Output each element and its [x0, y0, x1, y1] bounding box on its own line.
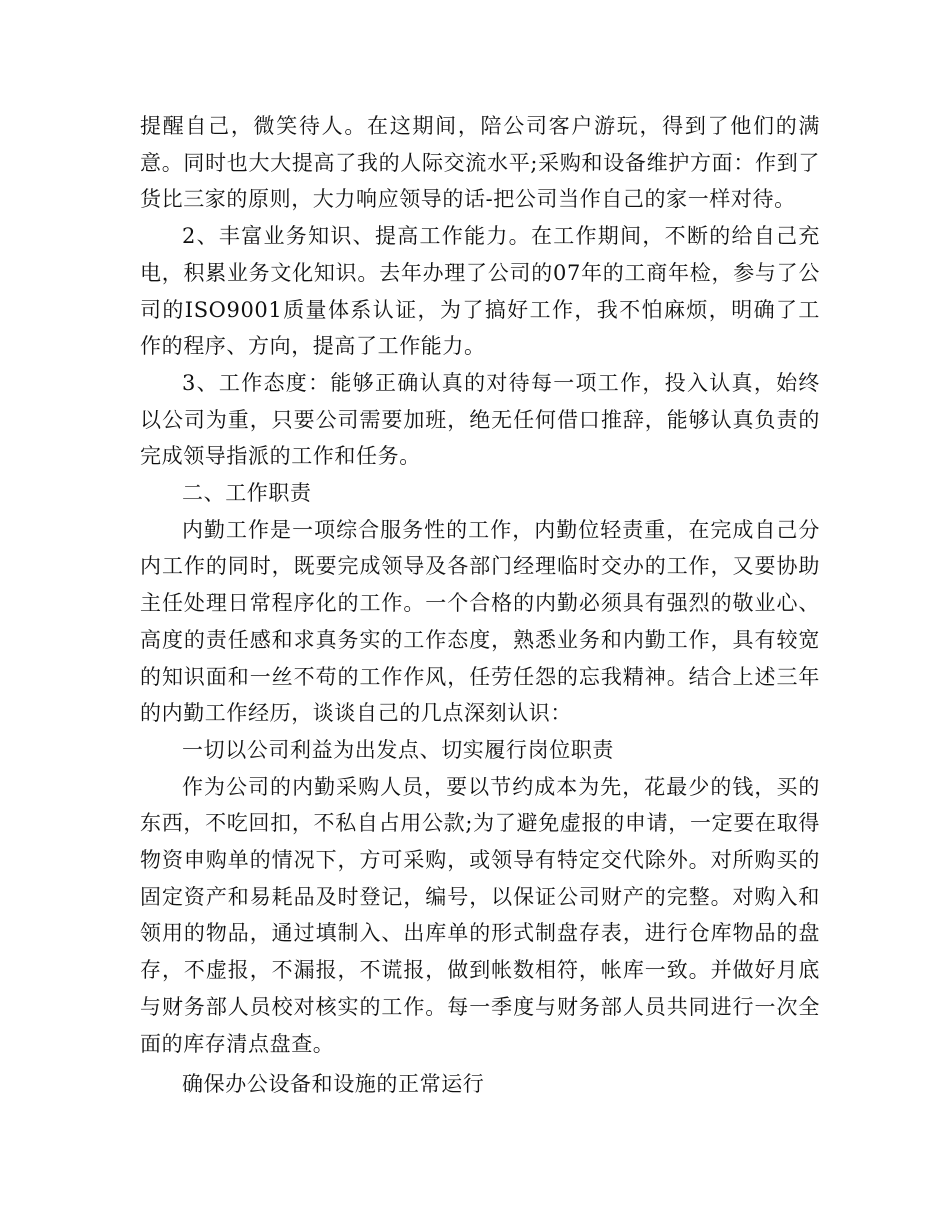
- paragraph-1: 提醒自己，微笑待人。在这期间，陪公司客户游玩，得到了他们的满意。同时也大大提高了我的人际交流水平;采购和设备维护方面：作到了货比三家的原则，大力响应领导的话-把公司当作自己的家一样对待。: [140, 114, 820, 212]
- section-heading-work-duties: 二、工作职责: [182, 481, 312, 506]
- subheading-company-interest: 一切以公司利益为出发点、切实履行岗位职责: [182, 737, 614, 762]
- paragraph-3: 3、工作态度：能够正确认真的对待每一项工作，投入认真，始终以公司为重，只要公司需要加班，绝无任何借口推辞，能够认真负责的完成领导指派的工作和任务。: [140, 370, 820, 469]
- paragraph-4: 内勤工作是一项综合服务性的工作，内勤位轻责重，在完成自己分内工作的同时，既要完成领导及各部门经理临时交办的工作，又要协助主任处理日常程序化的工作。一个合格的内勤必须具有强烈的敬业心、高度的责任感和求真务实的工作态度，熟悉业务和内勤工作，具有较宽的知识面和一丝不苟的工作作风，任劳任怨的忘我精神。结合上述三年的内勤工作经历，谈谈自己的几点深刻认识：: [140, 517, 820, 726]
- document-body: [140, 108, 820, 1103]
- paragraph-2: 2、丰富业务知识、提高工作能力。在工作期间，不断的给自己充电，积累业务文化知识。去年办理了公司的07年的工商年检，参与了公司的ISO9001质量体系认证，为了搞好工作，我不怕麻烦，明确了工作的程序、方向，提高了工作能力。: [140, 224, 820, 359]
- subheading-office-equipment: 确保办公设备和设施的正常运行: [182, 1072, 485, 1097]
- paragraph-5: 作为公司的内勤采购人员，要以节约成本为先，花最少的钱，买的东西，不吃回扣，不私自占用公款;为了避免虚报的申请，一定要在取得物资申购单的情况下，方可采购，或领导有特定交代除外。对所购买的固定资产和易耗品及时登记，编号，以保证公司财产的完整。对购入和领用的物品，通过填制入、出库单的形式制盘存表，进行仓库物品的盘存，不虚报，不漏报，不谎报，做到帐数相符，帐库一致。并做好月底与财务部人员校对核实的工作。每一季度与财务部人员共同进行一次全面的库存清点盘查。: [140, 774, 820, 1056]
